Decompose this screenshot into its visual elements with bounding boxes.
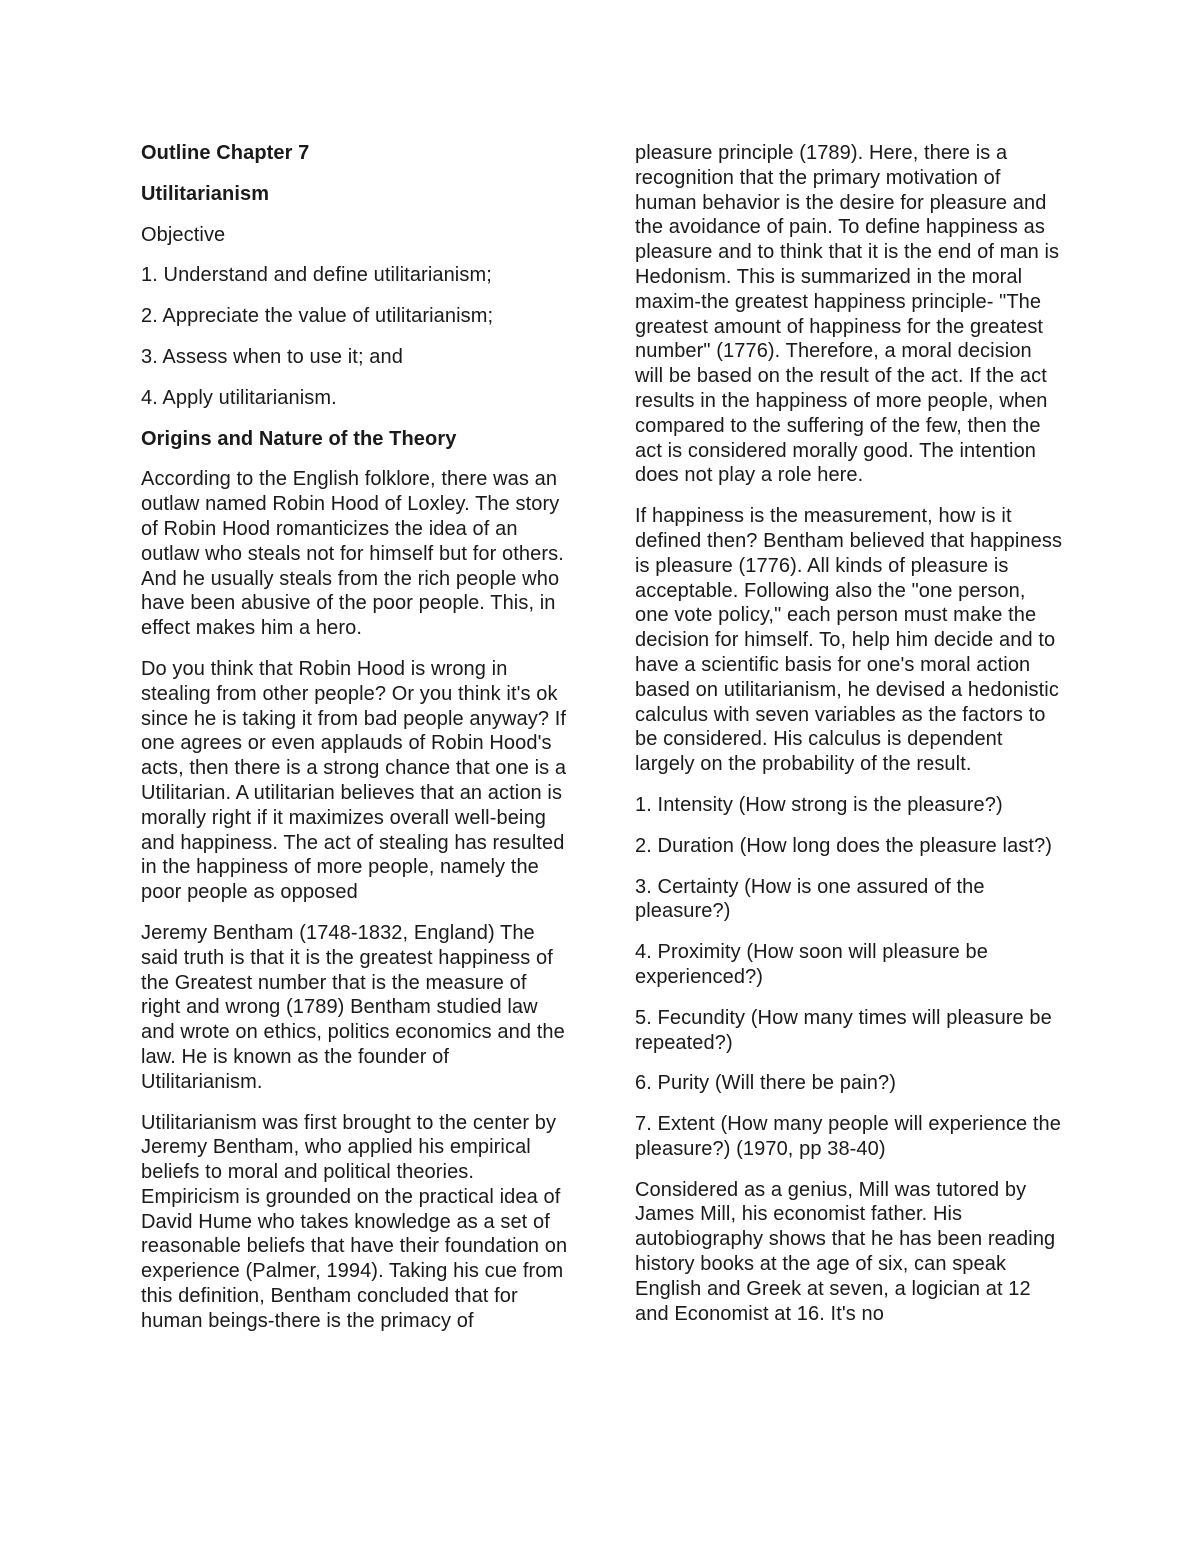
paragraph-happiness-measurement: If happiness is the measurement, how is it defined then? Bentham believed that happiness is pleasure (1776). All kinds of pleasure is acceptable. Following also the "one person, one vote policy," each person must make the decision for himself. To, help him decide and to have a scientific basis for one's moral action based on utilitarianism, he devised a hedonistic calculus with seven variables as the factors to be considered. His calculus is dependent largely on the probability of the result. bbox=[635, 505, 1063, 776]
paragraph-empiricism: Utilitarianism was first brought to the center by Jeremy Bentham, who applied his empirical beliefs to moral and political theories. Empiricism is grounded on the practical idea of David Hume who takes knowledge as a set of reasonable beliefs that have their foundation on experience (Palmer, 1994). Taking his cue from this definition, Bentham concluded that for human beings-there is the primacy of bbox=[141, 1111, 568, 1332]
section-heading: Origins and Nature of the Theory bbox=[141, 427, 457, 450]
objective-item-3: 3. Assess when to use it; and bbox=[141, 345, 403, 368]
objective-item-2: 2. Appreciate the value of utilitarianism; bbox=[141, 305, 494, 328]
calculus-item-intensity: 1. Intensity (How strong is the pleasure?) bbox=[635, 793, 1003, 816]
objective-label: Objective bbox=[141, 223, 226, 246]
calculus-item-purity: 6. Purity (Will there be pain?) bbox=[635, 1072, 896, 1095]
left-column bbox=[141, 141, 571, 1350]
calculus-item-extent: 7. Extent (How many people will experience the pleasure?) (1970, pp 38-40) bbox=[635, 1113, 1061, 1160]
chapter-title: Outline Chapter 7 bbox=[141, 142, 310, 164]
paragraph-utilitarian-question: Do you think that Robin Hood is wrong in stealing from other people? Or you think it's ok since he is taking it from bad people anyway? If one agrees or even applauds of Robin Hood's acts, then there is a strong chance that one is a Utilitarian. A utilitarian believes that an action is morally right if it maximizes overall well-being and happiness. The act of stealing has resulted in the happiness of more people, namely the poor people as opposed bbox=[141, 657, 567, 904]
paragraph-pleasure-principle: pleasure principle (1789). Here, there is a recognition that the primary motivation of human behavior is the desire for pleasure and the avoidance of pain. To define happiness as pleasure and to think that it is the end of man is Hedonism. This is summarized in the moral maxim-the greatest happiness principle- "The greatest amount of happiness for the greatest number" (1776). Therefore, a moral decision will be based on the result of the act. If the act results in the happiness of more people, when compared to the suffering of the few, then the act is considered morally good. The intention does not play a role here. bbox=[635, 142, 1060, 487]
chapter-subtitle: Utilitarianism bbox=[141, 182, 270, 205]
paragraph-robin-hood: According to the English folklore, there was an outlaw named Robin Hood of Loxley. The story of Robin Hood romanticizes the idea of an outlaw who steals not for himself but for others. And he usually steals from the rich people who have been abusive of the poor people. This, in effect makes him a hero. bbox=[141, 468, 564, 640]
right-column bbox=[635, 141, 1063, 1342]
objective-item-4: 4. Apply utilitarianism. bbox=[141, 386, 337, 409]
calculus-item-certainty: 3. Certainty (How is one assured of the pleasure?) bbox=[635, 875, 985, 923]
paragraph-mill: Considered as a genius, Mill was tutored by James Mill, his economist father. His autobiography shows that he has been reading history books at the age of six, can speak English and Greek at seven, a logician at 12 and Economist at 16. It's no bbox=[635, 1178, 1056, 1325]
calculus-item-proximity: 4. Proximity (How soon will pleasure be experienced?) bbox=[635, 941, 988, 988]
objective-item-1: 1. Understand and define utilitarianism; bbox=[141, 264, 492, 287]
paragraph-bentham: Jeremy Bentham (1748-1832, England) The said truth is that it is the greatest happiness of the Greatest number that is the measure of right and wrong (1789) Bentham studied law and wrote on ethics, politics economics and the law. He is known as the founder of Utilitarianism. bbox=[141, 921, 565, 1093]
calculus-item-fecundity: 5. Fecundity (How many times will pleasure be repeated?) bbox=[635, 1006, 1052, 1054]
calculus-item-duration: 2. Duration (How long does the pleasure last?) bbox=[635, 834, 1053, 857]
